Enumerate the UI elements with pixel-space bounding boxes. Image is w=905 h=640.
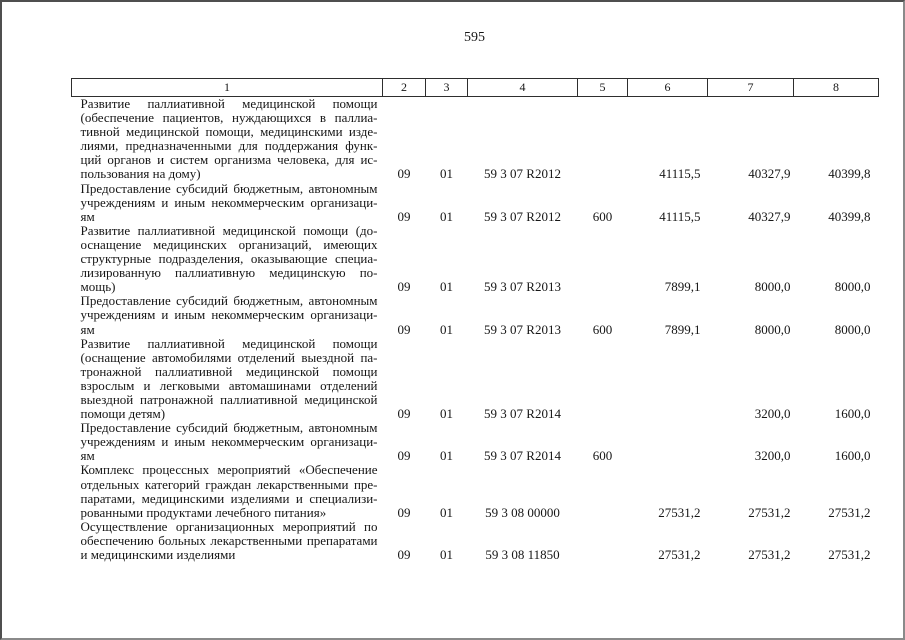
- name-line: (обеспечение пациентов, нуждающихся в паллиа-: [80, 110, 378, 126]
- cell-col3: 01: [440, 166, 453, 182]
- cell-col5: [578, 463, 628, 519]
- name-line: учреждениям и иным некоммерческим организаци-: [80, 194, 378, 210]
- cell-col2: 09: [397, 406, 411, 422]
- cell-col5: 600: [592, 448, 613, 464]
- cell-col4: 59 3 07 R2014: [484, 448, 561, 464]
- cell-col3: 01: [440, 547, 453, 562]
- name-line: структурные подразделения, оказывающие специа-: [80, 251, 378, 267]
- cell-col3: 01: [440, 448, 453, 464]
- cell-col7: 3200,0: [754, 406, 791, 422]
- table-row: [72, 224, 879, 294]
- table-row: [72, 463, 879, 519]
- cell-col4: 59 3 07 R2013: [484, 279, 561, 295]
- cell-col5: [578, 224, 628, 294]
- column-number-cell: 8: [794, 79, 879, 97]
- name-line: Предоставление субсидий бюджетным, автономным: [80, 180, 378, 196]
- column-number-cell: 6: [628, 79, 708, 97]
- name-line: учреждениям и иным некоммерческим организаци-: [80, 307, 378, 323]
- table-row: [72, 294, 879, 336]
- column-number-cell: 1: [72, 79, 383, 97]
- name-line: Комплекс процессных мероприятий «Обеспечение: [80, 462, 378, 478]
- page-number: 595: [464, 30, 485, 45]
- row-name-cell: [72, 421, 383, 463]
- name-line: Предоставление субсидий бюджетным, автономным: [80, 293, 378, 309]
- table-row: [72, 97, 879, 182]
- name-line: тивной медицинской помощи, медицинскими изде-: [80, 124, 378, 140]
- cell-col8: 40399,8: [828, 208, 871, 224]
- cell-col6: 27531,2: [658, 504, 701, 520]
- cell-col7: 8000,0: [754, 321, 791, 337]
- cell-col6: 41115,5: [659, 208, 701, 224]
- name-line: ям: [80, 321, 95, 337]
- name-line: помощи детям): [80, 406, 166, 422]
- name-line: Развитие паллиативной медицинской помощи: [80, 96, 378, 111]
- name-line: учреждениям и иным некоммерческим организаци-: [80, 434, 378, 450]
- name-line: оснащение медицинских организаций, имеющих: [80, 236, 378, 252]
- cell-col2: 09: [397, 166, 411, 182]
- name-line: паратами, медицинскими изделиями и специализи-: [80, 490, 378, 506]
- column-number-cell: 4: [468, 79, 578, 97]
- cell-col2: 09: [397, 208, 411, 224]
- column-number-cell: 3: [426, 79, 468, 97]
- cell-col7: 40327,9: [748, 208, 791, 224]
- cell-col6: [628, 337, 708, 422]
- table-row: [72, 337, 879, 422]
- cell-col4: 59 3 08 11850: [485, 547, 560, 562]
- name-line: (оснащение автомобилями отделений выездной па-: [80, 349, 378, 365]
- cell-col8: 27531,2: [828, 504, 871, 520]
- name-line: тронажной паллиативной медицинской помощи: [80, 363, 378, 379]
- row-name-cell: [72, 224, 383, 294]
- column-number-cell: 5: [578, 79, 628, 97]
- name-line: лиями, предназначенными для поддержания функ-: [80, 138, 378, 154]
- cell-col5: 600: [592, 208, 613, 224]
- cell-col7: 27531,2: [748, 504, 791, 520]
- name-line: выездной патронажной паллиативной медицинской: [80, 391, 378, 407]
- row-name-cell: [72, 337, 383, 422]
- cell-col6: 27531,2: [658, 547, 701, 562]
- cell-col5: 600: [592, 321, 613, 337]
- cell-col4: 59 3 08 00000: [485, 504, 560, 520]
- row-name-cell: [72, 520, 383, 562]
- cell-col2: 09: [397, 504, 411, 520]
- cell-col8: 8000,0: [834, 321, 871, 337]
- table-row: [72, 520, 879, 562]
- cell-col8: 40399,8: [828, 166, 871, 182]
- cell-col5: [578, 97, 628, 182]
- cell-col5: [578, 337, 628, 422]
- name-line: отдельных категорий граждан лекарственными пре-: [80, 476, 378, 492]
- cell-col7: 8000,0: [754, 279, 791, 295]
- table-row: [72, 421, 879, 463]
- name-line: пользования на дому): [80, 166, 201, 182]
- cell-col4: 59 3 07 R2013: [484, 321, 561, 337]
- cell-col3: 01: [440, 279, 453, 295]
- row-name-cell: [72, 463, 383, 519]
- cell-col3: 01: [440, 504, 453, 520]
- cell-col3: 01: [440, 406, 453, 422]
- cell-col7: 3200,0: [754, 448, 791, 464]
- cell-col7: 40327,9: [748, 166, 791, 182]
- name-line: рованными продуктами лечебного питания»: [80, 504, 327, 520]
- cell-col4: 59 3 07 R2012: [484, 166, 561, 182]
- table-body: [72, 97, 879, 563]
- cell-col3: 01: [440, 208, 453, 224]
- name-line: мощь): [80, 279, 116, 295]
- cell-col6: 7899,1: [664, 321, 701, 337]
- cell-col4: 59 3 07 R2012: [484, 208, 561, 224]
- name-line: лизированную паллиативную медицинскую по-: [80, 265, 378, 281]
- cell-col2: 09: [397, 448, 411, 464]
- name-line: ям: [80, 208, 95, 224]
- row-name-cell: [72, 97, 383, 182]
- cell-col8: 27531,2: [828, 547, 871, 562]
- cell-col6: 7899,1: [664, 279, 701, 295]
- table-row: [72, 182, 879, 224]
- cell-col6: [628, 421, 708, 463]
- name-line: ций органов и систем организма человека, для ис-: [80, 152, 378, 168]
- name-line: Осуществление организационных мероприятий по: [80, 518, 378, 534]
- cell-col5: [578, 520, 628, 562]
- column-number-row: [72, 79, 879, 97]
- cell-col3: 01: [440, 321, 453, 337]
- name-line: и медицинскими изделиями: [80, 547, 236, 562]
- cell-col8: 8000,0: [834, 279, 871, 295]
- cell-col2: 09: [397, 547, 411, 562]
- cell-col4: 59 3 07 R2014: [484, 406, 561, 422]
- cell-col7: 27531,2: [748, 547, 791, 562]
- cell-col2: 09: [397, 321, 411, 337]
- cell-col8: 1600,0: [834, 448, 871, 464]
- column-number-cell: 2: [383, 79, 426, 97]
- cell-col8: 1600,0: [834, 406, 871, 422]
- row-name-cell: [72, 182, 383, 224]
- name-line: обеспечению больных лекарственными препаратами: [80, 532, 378, 548]
- name-line: ям: [80, 448, 95, 464]
- name-line: Развитие паллиативной медицинской помощи: [80, 335, 378, 351]
- cell-col2: 09: [397, 279, 411, 295]
- cell-col6: 41115,5: [659, 166, 701, 182]
- name-line: взрослым и легковыми автомашинами отделений: [80, 377, 378, 393]
- name-line: Развитие паллиативной медицинской помощи (до-: [80, 222, 378, 238]
- column-number-cell: 7: [708, 79, 794, 97]
- row-name-cell: [72, 294, 383, 336]
- name-line: Предоставление субсидий бюджетным, автономным: [80, 420, 378, 436]
- budget-table: [71, 78, 879, 562]
